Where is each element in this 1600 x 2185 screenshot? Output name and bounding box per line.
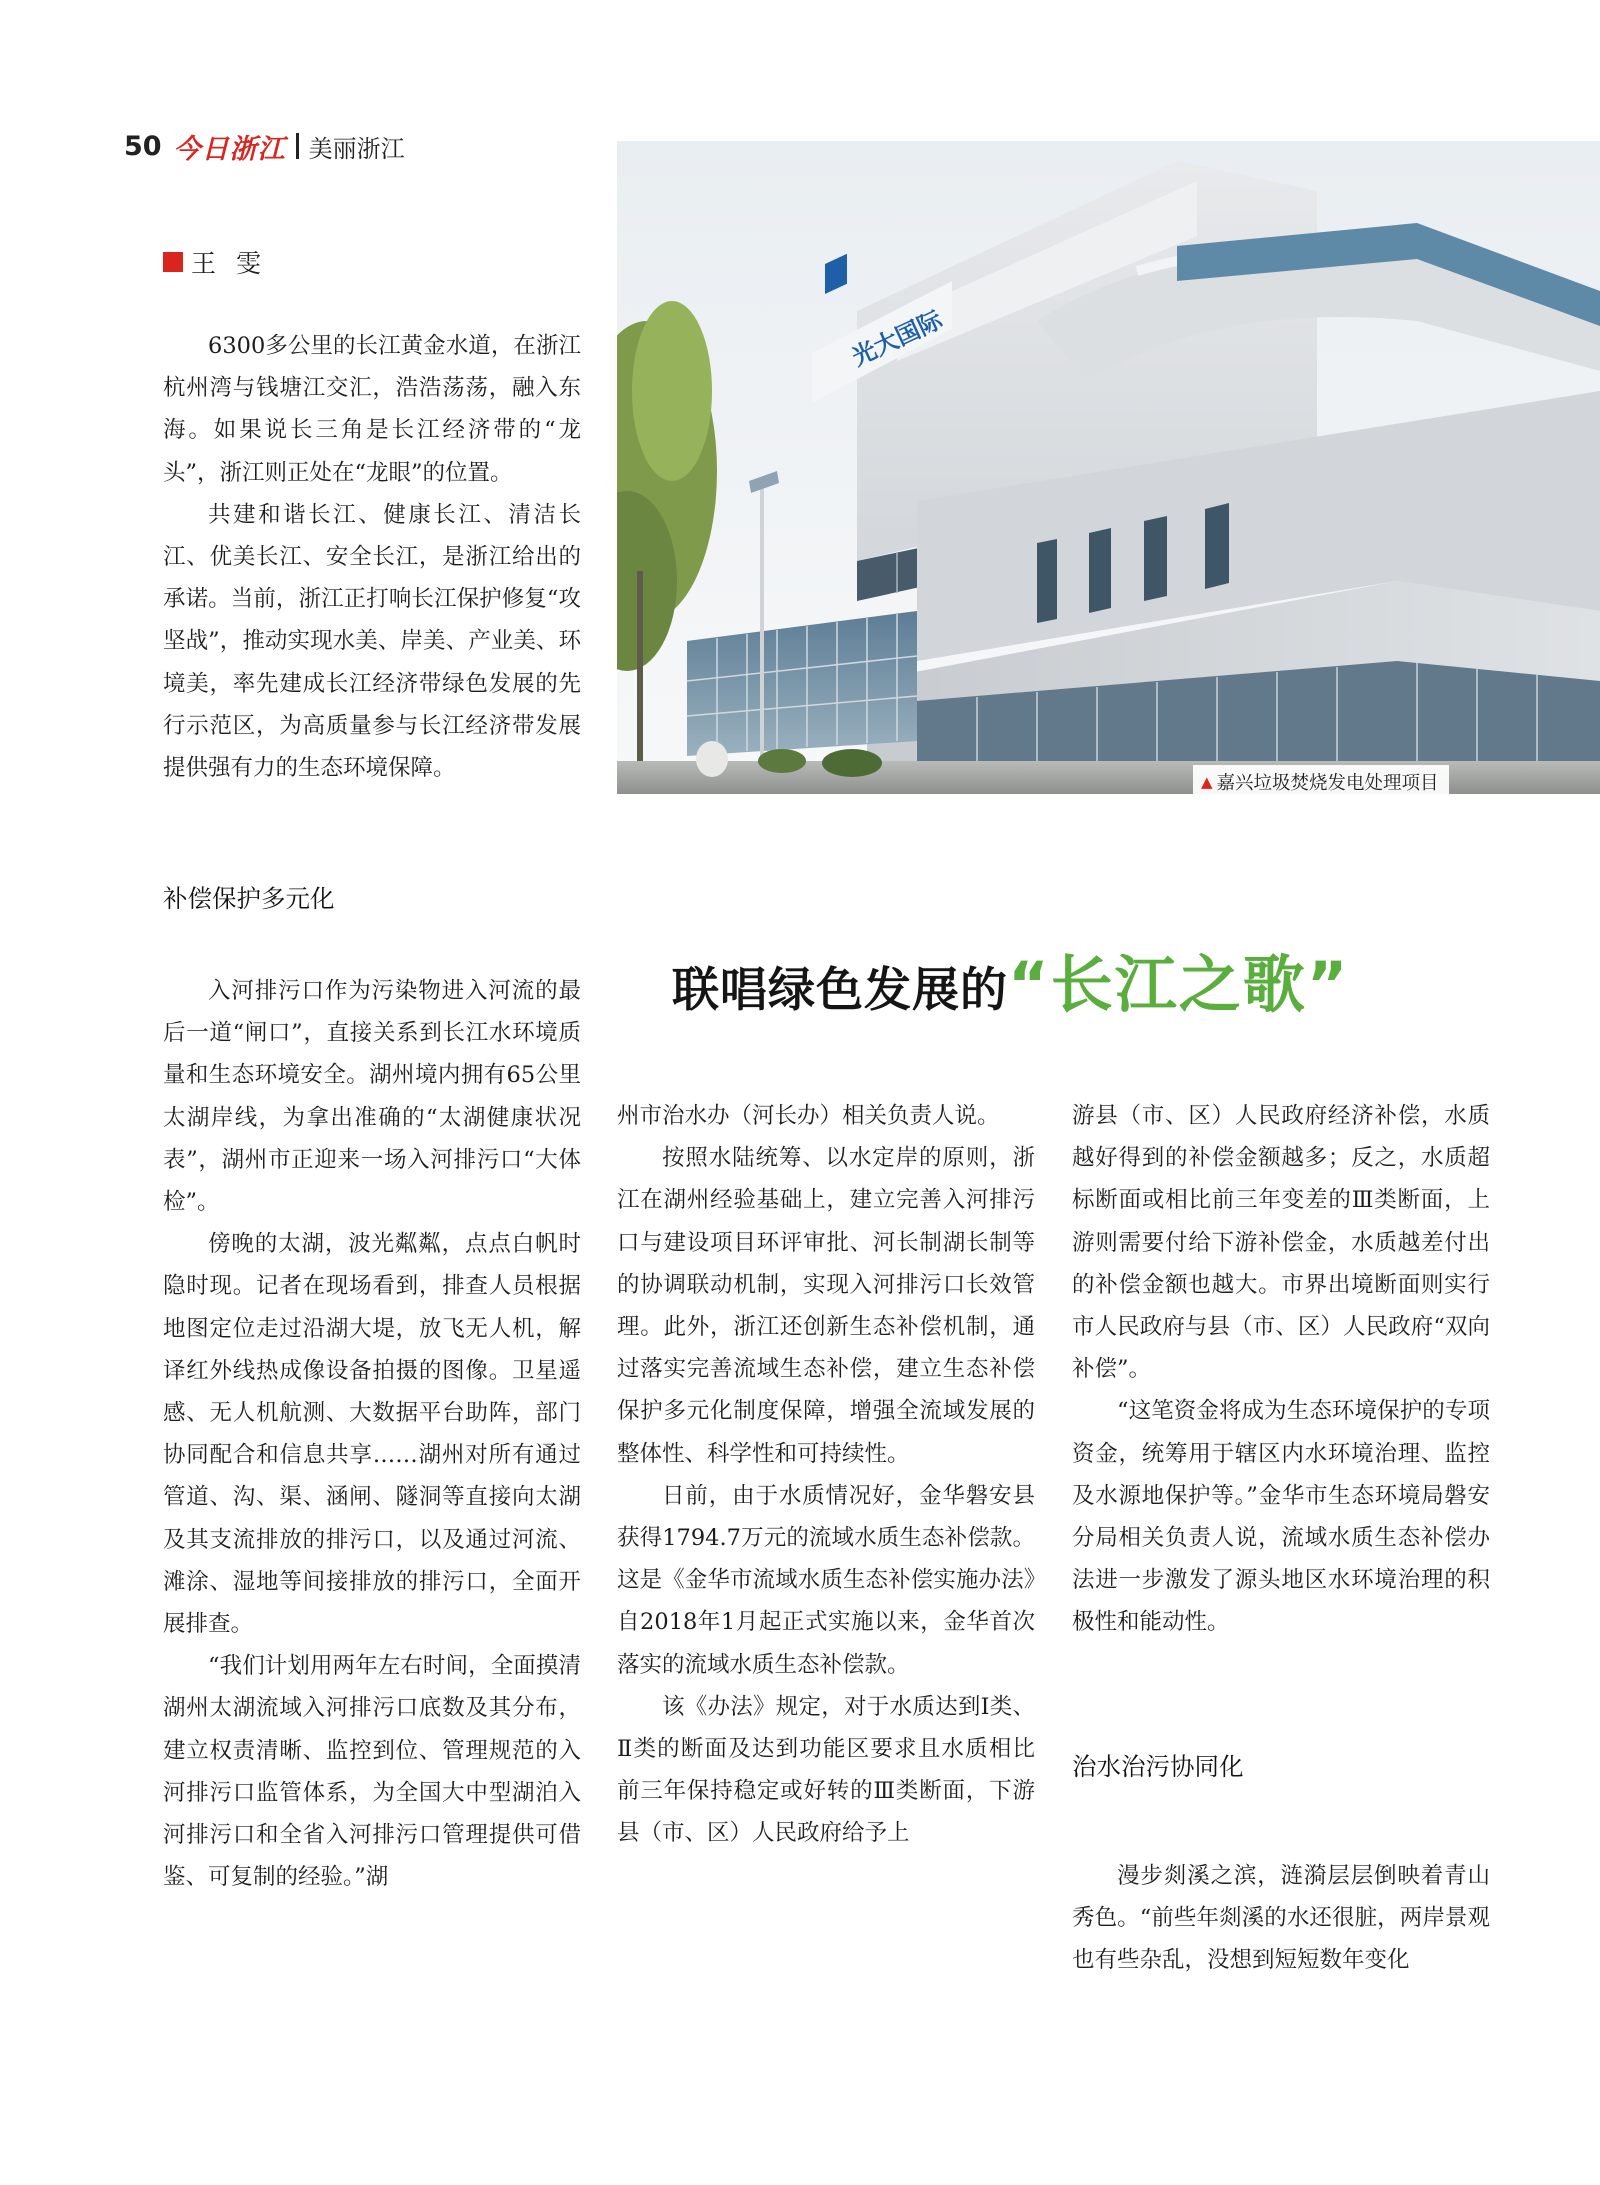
author-name: 王雯 [191, 249, 282, 278]
column-1-intro [163, 325, 581, 789]
header-divider [296, 133, 299, 159]
page-number: 50 [124, 130, 162, 162]
paragraph: 日前，由于水质情况好，金华磐安县获得1794.7万元的流域水质生态补偿款。这是《金华市流域水质生态补偿实施办法》自2018年1月起正式实施以来，金华首次落实的流域水质生态补偿款。 [617, 1482, 1035, 1678]
page-header [124, 126, 405, 166]
svg-text:光大国际: 光大国际 [847, 305, 947, 372]
paragraph: 该《办法》规定，对于水质达到Ⅰ类、Ⅱ类的断面及达到功能区要求且水质相比前三年保持稳定或好转的Ⅲ类断面，下游县（市、区）人民政府给予上 [617, 1693, 1035, 1847]
paragraph: 傍晚的太湖，波光粼粼，点点白帆时隐时现。记者在现场看到，排查人员根据地图定位走过沿湖大堤，放飞无人机，解译红外线热成像设备拍摄的图像。卫星遥感、无人机航测、大数据平台助阵，部门协同配合和信息共享……湖州对所有通过管道、沟、渠、涵闸、隧洞等直接向太湖及其支流排放的排污口，以及通过河流、滩涂、湿地等间接排放的排污口，全面开展排查。 [163, 1231, 581, 1638]
title-accent: “长江之歌” [1008, 948, 1350, 1021]
paragraph: 6300多公里的长江黄金水道，在浙江杭州湾与钱塘江交汇，浩浩荡荡，融入东海。如果说长三角是长江经济带的“龙头”，浙江则正处在“龙眼”的位置。 [163, 333, 581, 486]
magazine-logo: 今日浙江 [173, 133, 286, 165]
column-3 [1072, 1095, 1490, 1644]
column-3-bottom [1072, 1855, 1490, 1982]
photo-caption [1193, 765, 1449, 799]
paragraph: 共建和谐长江、健康长江、清洁长江、优美长江、安全长江，是浙江给出的承诺。当前，浙江正打响长江保护修复“攻坚战”，推动实现水美、岸美、产业美、环境美，率先建成长江经济带绿色发展的先行示范区，为高质量参与长江经济带发展提供强有力的生态环境保障。 [163, 501, 581, 782]
subheading-compensation: 补偿保护多元化 [163, 884, 335, 913]
column-2 [617, 1095, 1035, 1855]
paragraph-continued: 州市治水办（河长办）相关负责人说。 [617, 1103, 1000, 1129]
author-byline [163, 244, 281, 280]
caption-text: 嘉兴垃圾焚烧发电处理项目 [1216, 773, 1439, 794]
paragraph: 按照水陆统筹、以水定岸的原则，浙江在湖州经验基础上，建立完善入河排污口与建设项目环评审批、河长制湖长制等的协调联动机制，实现入河排污口长效管理。此外，浙江还创新生态补偿机制，通过落实完善流域生态补偿，建立生态补偿保护多元化制度保障，增强全流域发展的整体性、科学性和可持续性。 [617, 1145, 1035, 1467]
paragraph-continued: 游县（市、区）人民政府经济补偿，水质越好得到的补偿金额越多；反之，水质超标断面或相比前三年变差的Ⅲ类断面，上游则需要付给下游补偿金，水质越差付出的补偿金额也越大。市界出境断面则实行市人民政府与县（市、区）人民政府“双向补偿”。 [1072, 1103, 1490, 1383]
caption-triangle-icon: ▲ [1201, 773, 1213, 791]
section-name: 美丽浙江 [308, 134, 405, 163]
paragraph: 入河排污口作为污染物进入河流的最后一道“闸口”，直接关系到长江水环境质量和生态环境安全。湖州境内拥有65公里太湖岸线，为拿出准确的“太湖健康状况表”，湖州市正迎来一场入河排污口“大体检”。 [163, 978, 581, 1216]
subheading-coordination: 治水治污协同化 [1072, 1752, 1244, 1781]
article-title [672, 935, 1350, 1024]
paragraph: “这笔资金将成为生态环境保护的专项资金，统筹用于辖区内水环境治理、监控及水源地保护等。”金华市生态环境局磐安分局相关负责人说，流域水质生态补偿办法进一步激发了源头地区水环境治理的积极性和能动性。 [1072, 1398, 1490, 1636]
column-1-body [163, 970, 581, 1898]
title-main: 联唱绿色发展的 [672, 963, 1008, 1018]
paragraph: “我们计划用两年左右时间，全面摸清湖州太湖流域入河排污口底数及其分布，建立权责清晰、监控到位、管理规范的入河排污口监管体系，为全国大中型湖泊入河排污口和全省入河排污口管理提供可借鉴、可复制的经验。”湖 [163, 1653, 581, 1891]
byline-square-icon [163, 252, 183, 272]
paragraph: 漫步剡溪之滨，涟漪层层倒映着青山秀色。“前些年剡溪的水还很脏，两岸景观也有些杂乱，没想到短短数年变化 [1072, 1863, 1490, 1974]
building-photo [617, 141, 1600, 794]
